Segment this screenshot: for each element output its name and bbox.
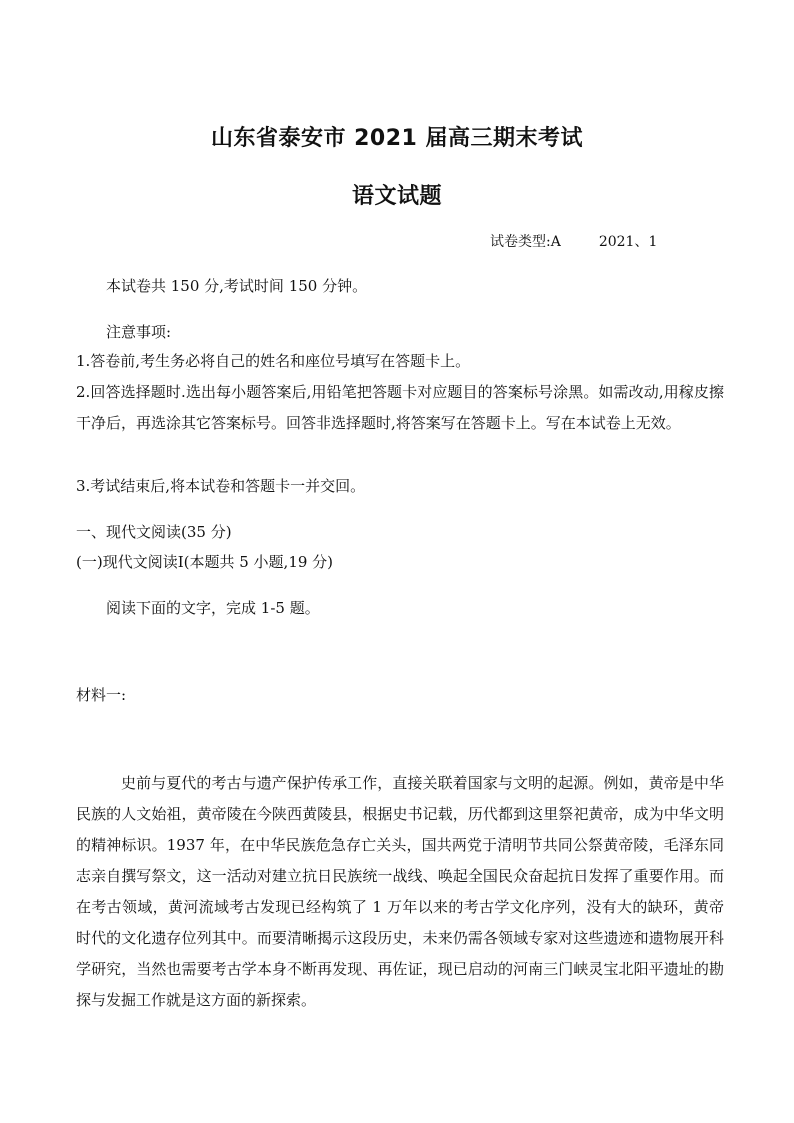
material-paragraph: 史前与夏代的考古与遗产保护传承工作，直接关联着国家与文明的起源。例如，黄帝是中华民族的人文始祖，黄帝陵在今陕西黄陵县，根据史书记载，历代都到这里祭祀黄帝，成为中华文明的精神标识。1937 年，在中华民族危急存亡关头，国共两党于清明节共同公祭黄帝陵，毛泽东同志亲自撰写祭文，这一活动对建立抗日民族统一战线、唤起全国民众奋起抗日发挥了重要作用。而在考古领域，黄河流域考古发现已经构筑了 1 万年以来的考古学文化序列，没有大的缺环，黄帝时代的文化遗存位列其中。而要清晰揭示这段历史，未来仍需各领域专家对这些遗迹和遗物展开科学研究，当然也需要考古学本身不断再发现、再佐证，现已启动的河南三门峡灵宝北阳平遗址的勘探与发掘工作就是这方面的新探索。 [76, 774, 724, 1009]
notice-heading: 注意事项: [106, 323, 172, 341]
exam-title: 山东省泰安市 2021 届高三期末考试 [210, 126, 584, 151]
exam-date: 2021、1 [598, 234, 658, 250]
section-heading: 一、现代文阅读(35 分) [76, 523, 232, 541]
paper-type: 试卷类型:A [490, 234, 561, 250]
reading-instruction: 阅读下面的文字，完成 1-5 题。 [106, 599, 320, 617]
notice-item-3: 3.考试结束后,将本试卷和答题卡一并交回。 [76, 477, 366, 495]
section-subheading: (一)现代文阅读Ⅰ(本题共 5 小题,19 分) [76, 553, 334, 571]
subject-title: 语文试题 [351, 184, 442, 209]
paper-meta [490, 231, 657, 251]
notice-item-1: 1.答卷前,考生务必将自己的姓名和座位号填写在答题卡上。 [76, 352, 471, 370]
notice-item-2: 2.回答选择题时.选出每小题答案后,用铅笔把答题卡对应题目的答案标号涂黑。如需改动,用稼皮擦干净后，再选涂其它答案标号。回答非选择题时,将答案写在答题卡上。写在本试卷上无效。 [76, 383, 724, 432]
total-score-note: 本试卷共 150 分,考试时间 150 分钟。 [106, 277, 368, 295]
material-label: 材料一: [76, 686, 127, 704]
